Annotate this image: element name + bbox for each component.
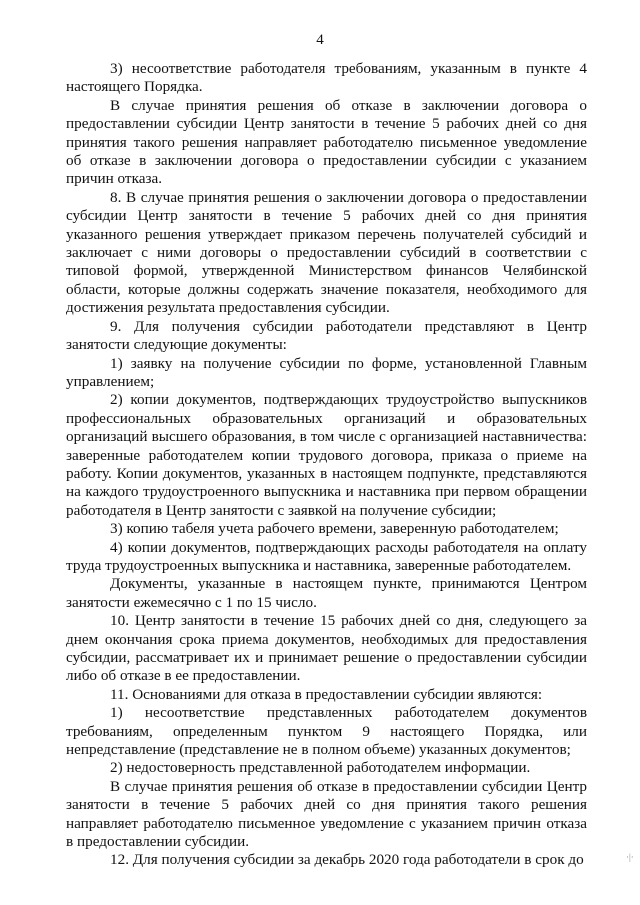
paragraph-clause-11-1: 1) несоответствие представленных работодателем документов требованиям, определенным пунктом 9 настоящего Порядка, или непредставление (представление не в полном объеме) указанных документов; (66, 704, 587, 759)
paragraph-clause-12: 12. Для получения субсидии за декабрь 2020 года работодатели в срок до (110, 851, 584, 869)
page-number: 4 (316, 32, 324, 48)
paragraph-documents-acceptance: Документы, указанные в настоящем пункте, принимаются Центром занятости ежемесячно с 1 по 15 число. (66, 575, 587, 611)
paragraph-clause-9-1: 1) заявку на получение субсидии по форме, установленной Главным управлением; (66, 354, 587, 390)
paragraph-clause-11: 11. Основаниями для отказа в предоставлении субсидии являются: (110, 685, 543, 703)
paragraph-clause-9-3: 3) копию табеля учета рабочего времени, заверенную работодателем; (110, 520, 559, 538)
paragraph-clause-11-2: 2) недостоверность представленной работодателем информации. (110, 759, 531, 777)
paragraph-refusal-contract: В случае принятия решения об отказе в заключении договора о предоставлении субсидии Центр занятости в течение 5 рабочих дней со дня принятия такого решения направляет работодателю письменное уведомление об отказе в заключении договора о предоставлении субсидии с указанием причин отказа. (66, 96, 587, 188)
paragraph-clause-9-4: 4) копии документов, подтверждающих расходы работодателя на оплату труда трудоустроенных выпускника и наставника, заверенные работодателем. (66, 538, 587, 574)
paragraph-clause-8: 8. В случае принятия решения о заключении договора о предоставлении субсидии Центр занятости в течение 5 рабочих дней со дня принятия указанного решения утверждает приказом перечень получателей субсидий и заключает с ними договоры о предоставлении субсидий в соответствии с типовой формой, утвержденной Министерством финансов Челябинской области, которые должны содержать значение показателя, необходимого для достижения результата предоставления субсидии. (66, 188, 587, 317)
document-body (66, 60, 587, 870)
paragraph-refusal-subsidy: В случае принятия решения об отказе в предоставлении субсидии Центр занятости в течение 5 рабочих дней со дня принятия такого решения направляет работодателю письменное уведомление с указанием причин отказа в предоставлении субсидии. (66, 777, 587, 851)
paragraph-clause-9: 9. Для получения субсидии работодатели представляют в Центр занятости следующие документы: (66, 317, 587, 354)
paragraph-clause-10: 10. Центр занятости в течение 15 рабочих дней со дня, следующего за днем окончания срока приема документов, необходимых для предоставления субсидии, рассматривает их и принимает решение о предоставлении субсидии либо об отказе в ее предоставлении. (66, 612, 587, 685)
paragraph-clause-7-3: 3) несоответствие работодателя требованиям, указанным в пункте 4 настоящего Порядка. (66, 60, 587, 96)
paragraph-clause-9-2: 2) копии документов, подтверждающих трудоустройство выпускников профессиональных образовательных организаций и образовательных организаций высшего образования, в том числе с организацией наставничества: заверенные работодателем копии трудового договора, приказа о приеме на работу. Копии документов, указанных в настоящем подпункте, представляются на каждого трудоустроенного выпускника и наставника при первом обращении работодателя в Центр занятости с заявкой на получение субсидии; (66, 391, 587, 519)
scan-edge-mark: ·|· (626, 852, 634, 862)
